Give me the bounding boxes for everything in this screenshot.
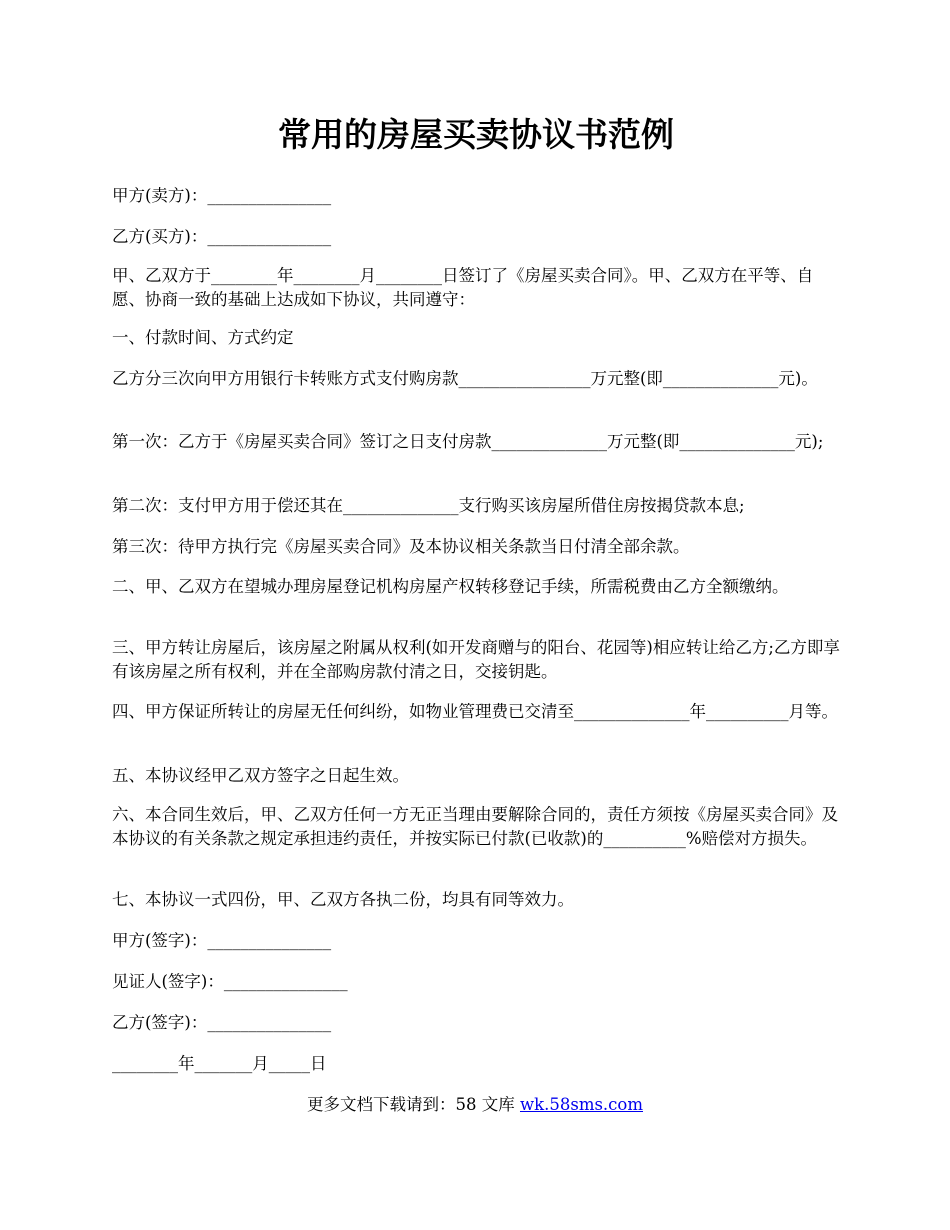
footer-prefix: 更多文档下载请到：58 文库 xyxy=(306,1095,520,1114)
footer xyxy=(0,1093,950,1117)
section-3-paragraph: 三、甲方转让房屋后，该房屋之附属从权利(如开发商赠与的阳台、花园等)相应转让给乙方;乙方即享有该房屋之所有权利，并在全部购房款付清之日，交接钥匙。 xyxy=(112,638,840,681)
second-payment-paragraph: 第二次：支付甲方用于偿还其在______________支行购买该房屋所借住房按揭贷款本息; xyxy=(112,496,745,515)
buyer-line: 乙方(买方)：_______________ xyxy=(112,227,332,246)
section-4-paragraph: 四、甲方保证所转让的房屋无任何纠纷，如物业管理费已交清至______________年__________月等。 xyxy=(112,702,838,721)
section-2-paragraph: 二、甲、乙双方在望城办理房屋登记机构房屋产权转移登记手续，所需税费由乙方全额缴纳。 xyxy=(112,577,789,596)
document-title: 常用的房屋买卖协议书范例 xyxy=(278,115,674,154)
party-b-signature-line: 乙方(签字)：_______________ xyxy=(112,1013,332,1032)
intro-paragraph: 甲、乙双方于________年________月________日签订了《房屋买卖合同》。甲、乙双方在平等、自愿、协商一致的基础上达成如下协议，共同遵守： xyxy=(112,266,814,309)
first-payment-paragraph: 第一次：乙方于《房屋买卖合同》签订之日支付房款______________万元整(即______________元); xyxy=(112,432,824,451)
payment-paragraph: 乙方分三次向甲方用银行卡转账方式支付购房款________________万元整(即______________元)。 xyxy=(112,369,818,388)
seller-line: 甲方(卖方)：_______________ xyxy=(112,186,332,205)
section-5-paragraph: 五、本协议经甲乙双方签字之日起生效。 xyxy=(112,766,409,785)
section-6-paragraph: 六、本合同生效后，甲、乙双方任何一方无正当理由要解除合同的，责任方须按《房屋买卖合同》及本协议的有关条款之规定承担违约责任，并按实际已付款(已收款)的__________%赔偿对方损失。 xyxy=(112,805,838,848)
third-payment-paragraph: 第三次：待甲方执行完《房屋买卖合同》及本协议相关条款当日付清全部余款。 xyxy=(112,537,690,556)
section-1-heading: 一、付款时间、方式约定 xyxy=(112,328,294,347)
party-a-signature-line: 甲方(签字)：_______________ xyxy=(112,931,332,950)
date-line: ________年_______月_____日 xyxy=(112,1054,327,1073)
section-7-paragraph: 七、本协议一式四份，甲、乙双方各执二份，均具有同等效力。 xyxy=(112,890,574,909)
witness-signature-line: 见证人(签字)：_______________ xyxy=(112,972,348,991)
footer-link[interactable]: wk.58sms.com xyxy=(519,1095,643,1114)
